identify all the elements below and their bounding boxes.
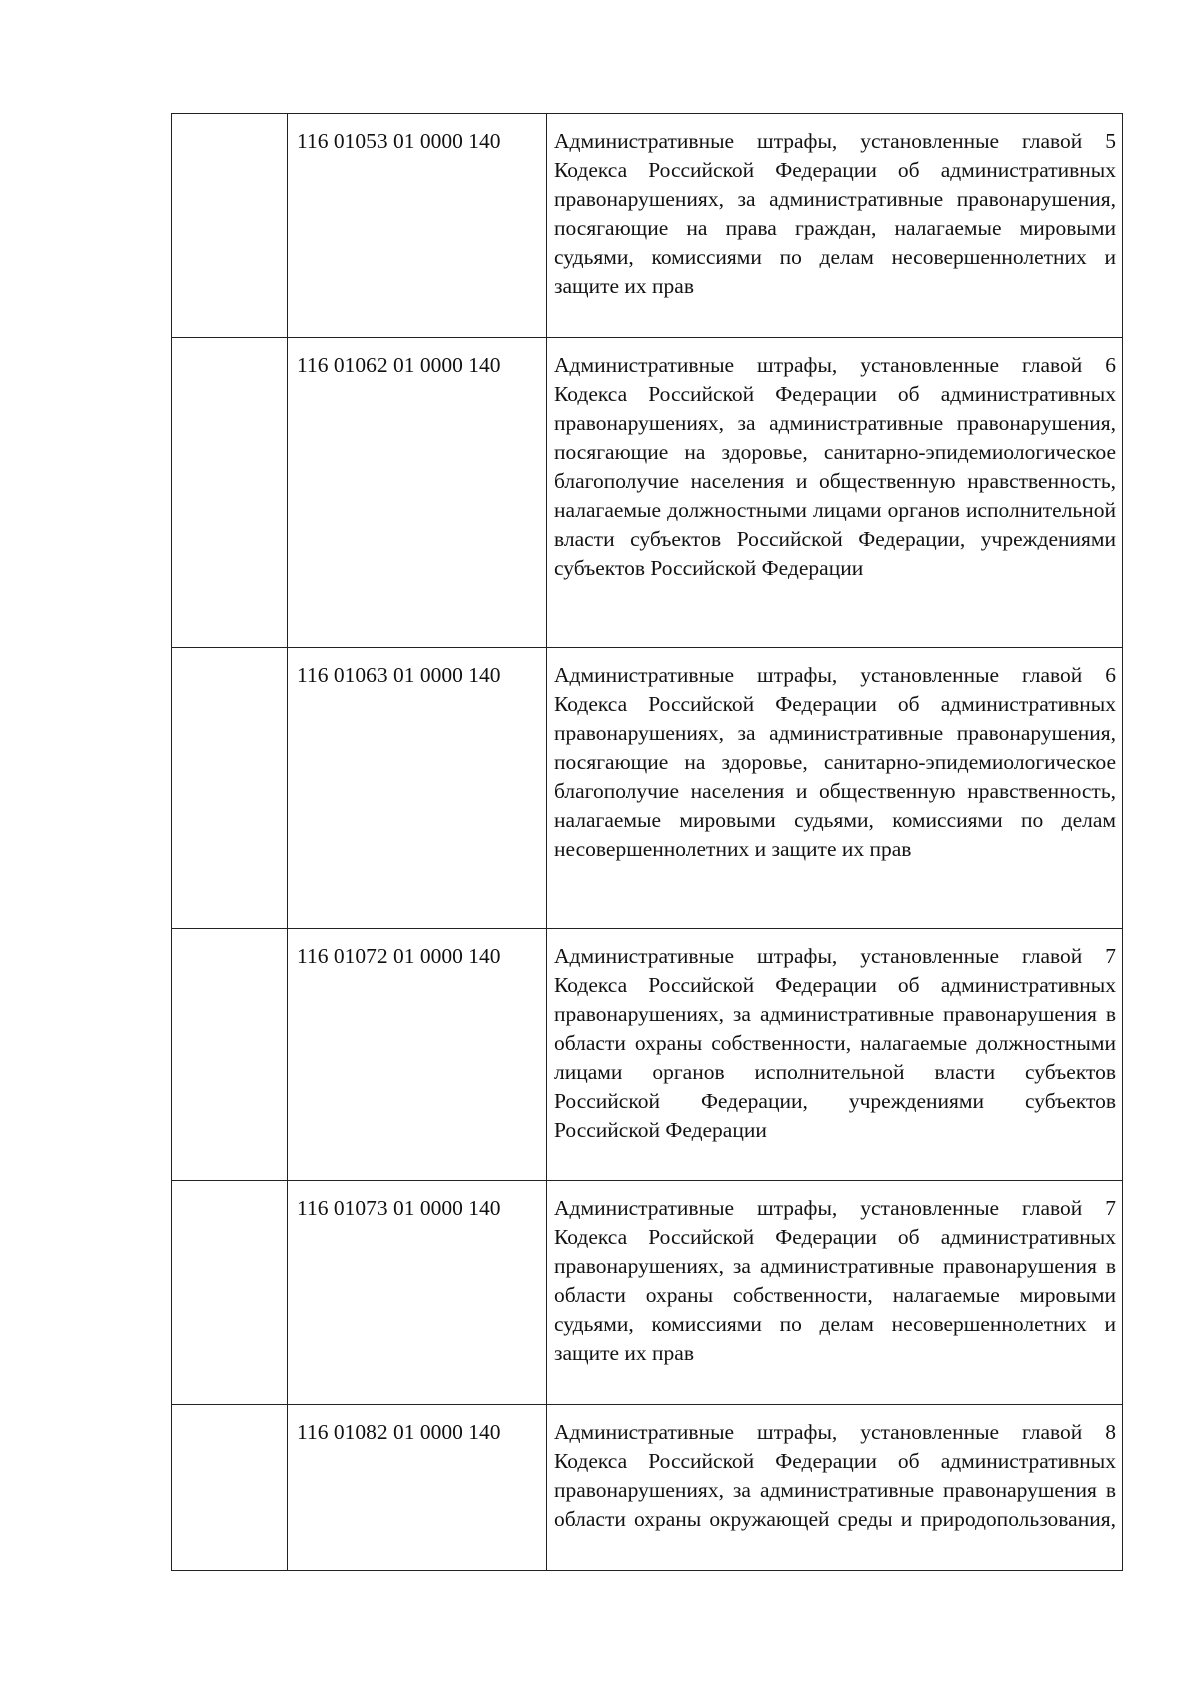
- table-row: [172, 929, 1123, 1181]
- empty-cell: [172, 648, 288, 929]
- description-cell: Административные штрафы, установленные главой 7 Кодекса Российской Федерации об административных правонарушениях, за административные правонарушения в области охраны собственности, налагаемые должностными лицами органов исполнительной власти субъектов Российской Федерации, учреждениями субъектов Российской Федерации: [547, 929, 1123, 1181]
- description-cell: Административные штрафы, установленные главой 7 Кодекса Российской Федерации об административных правонарушениях, за административные правонарушения в области охраны собственности, налагаемые мировыми судьями, комиссиями по делам несовершеннолетних и защите их прав: [547, 1181, 1123, 1405]
- table-row: [172, 114, 1123, 338]
- code-cell: 116 01053 01 0000 140: [288, 114, 547, 338]
- code-cell: 116 01072 01 0000 140: [288, 929, 547, 1181]
- table-row: [172, 648, 1123, 929]
- table-row: [172, 338, 1123, 648]
- description-cell: Административные штрафы, установленные главой 5 Кодекса Российской Федерации об административных правонарушениях, за административные правонарушения, посягающие на права граждан, налагаемые мировыми судьями, комиссиями по делам несовершеннолетних и защите их прав: [547, 114, 1123, 338]
- empty-cell: [172, 929, 288, 1181]
- description-cell: Административные штрафы, установленные главой 6 Кодекса Российской Федерации об административных правонарушениях, за административные правонарушения, посягающие на здоровье, санитарно-эпидемиологическое благополучие населения и общественную нравственность, налагаемые мировыми судьями, комиссиями по делам несовершеннолетних и защите их прав: [547, 648, 1123, 929]
- table-row: [172, 1405, 1123, 1571]
- code-cell: 116 01073 01 0000 140: [288, 1181, 547, 1405]
- code-cell: 116 01062 01 0000 140: [288, 338, 547, 648]
- code-cell: 116 01082 01 0000 140: [288, 1405, 547, 1571]
- empty-cell: [172, 1405, 288, 1571]
- description-text: Административные штрафы, установленные главой 8 Кодекса Российской Федерации об административных правонарушениях, за административные правонарушения в области охраны окружающей среды и природопользования,: [554, 1420, 1116, 1531]
- description-cell: Административные штрафы, установленные главой 6 Кодекса Российской Федерации об административных правонарушениях, за административные правонарушения, посягающие на здоровье, санитарно-эпидемиологическое благополучие населения и общественную нравственность, налагаемые должностными лицами органов исполнительной власти субъектов Российской Федерации, учреждениями субъектов Российской Федерации: [547, 338, 1123, 648]
- empty-cell: [172, 338, 288, 648]
- description-cell: [547, 1405, 1123, 1571]
- budget-codes-table: [171, 113, 1123, 1571]
- empty-cell: [172, 114, 288, 338]
- empty-cell: [172, 1181, 288, 1405]
- code-cell: 116 01063 01 0000 140: [288, 648, 547, 929]
- table-row: [172, 1181, 1123, 1405]
